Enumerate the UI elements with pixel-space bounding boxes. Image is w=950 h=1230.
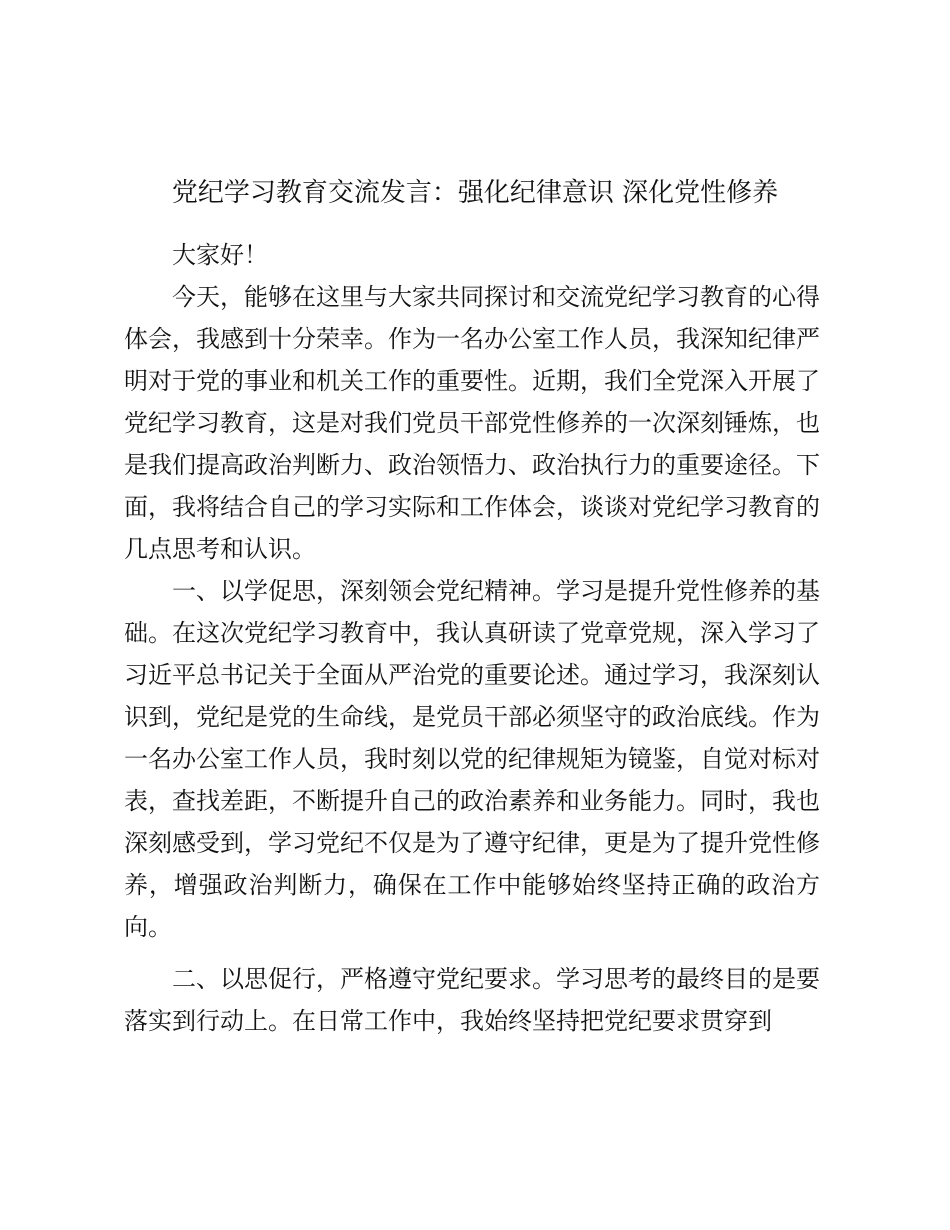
document-title: 党纪学习教育交流发言：强化纪律意识 深化党性修养 [171,178,779,208]
section-one-paragraph: 一、以学促思，深刻领会党纪精神。学习是提升党性修养的基础。在这次党纪学习教育中，我认真研读了党章党规，深入学习了习近平总书记关于全面从严治党的重要论述。通过学习，我深刻认识到，党纪是党的生命线，是党员干部必须坚守的政治底线。作为一名办公室工作人员，我时刻以党的纪律规矩为镜鉴，自觉对标对表，查找差距，不断提升自己的政治素养和业务能力。同时，我也深刻感受到，学习党纪不仅是为了遵守纪律，更是为了提升党性修养，增强政治判断力，确保在工作中能够始终坚持正确的政治方向。 [124,577,820,941]
intro-paragraph: 今天，能够在这里与大家共同探讨和交流党纪学习教育的心得体会，我感到十分荣幸。作为一名办公室工作人员，我深知纪律严明对于党的事业和机关工作的重要性。近期，我们全党深入开展了党纪学习教育，这是对我们党员干部党性修养的一次深刻锤炼，也是我们提高政治判断力、政治领悟力、政治执行力的重要途径。下面，我将结合自己的学习实际和工作体会，谈谈对党纪学习教育的几点思考和认识。 [124,283,820,563]
document-body [124,234,820,1042]
section-two-paragraph: 二、以思促行，严格遵守党纪要求。学习思考的最终目的是要落实到行动上。在日常工作中，我始终坚持把党纪要求贯穿到 [124,965,820,1035]
greeting-paragraph: 大家好！ [172,241,268,269]
